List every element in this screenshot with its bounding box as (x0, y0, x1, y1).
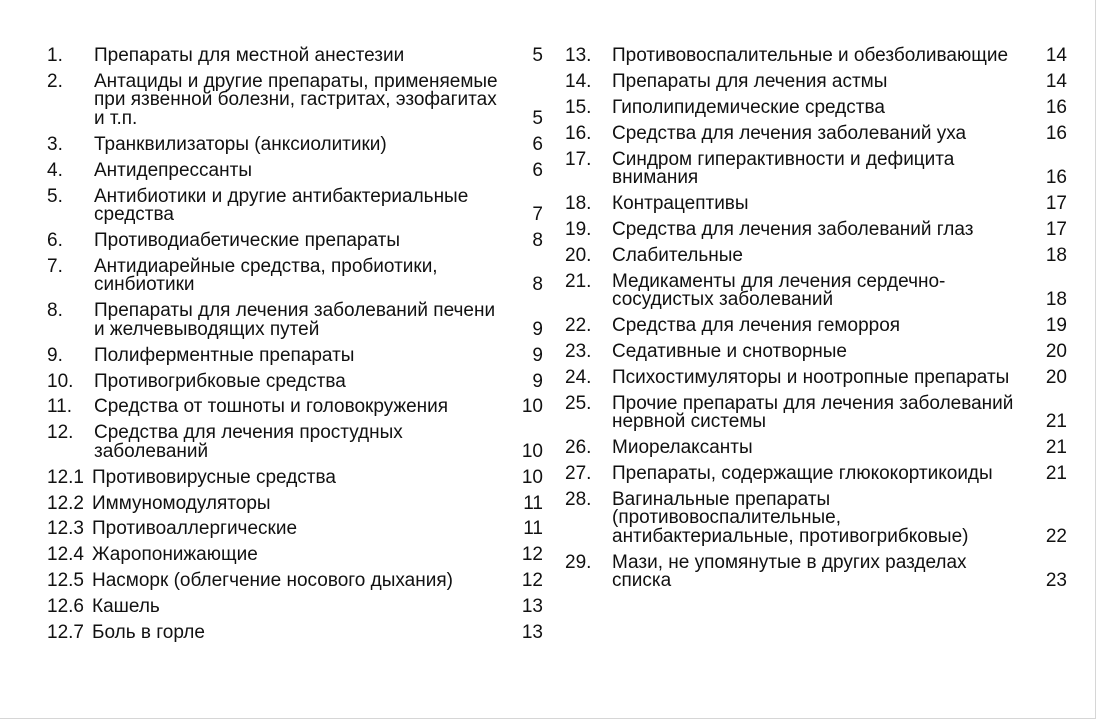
toc-right-column (565, 43, 1067, 594)
toc-entry-number: 25. (565, 392, 592, 414)
toc-entry-page: 20 (1045, 340, 1067, 362)
toc-entry[interactable] (47, 369, 543, 395)
toc-entry-title: Антидепрессанты (94, 159, 252, 181)
toc-entry-number: 3. (47, 133, 63, 155)
toc-entry-page: 16 (1045, 96, 1067, 118)
toc-entry-number: 12.6 (47, 596, 84, 618)
toc-entry-number: 2. (47, 70, 63, 92)
toc-entry-title: Антациды и другие препараты, применяемые при язвенной болезни, гастритах, эзофагитах и т.п. (94, 70, 498, 129)
toc-entry[interactable] (565, 487, 1067, 550)
toc-entry-title: Транквилизаторы (анксиолитики) (94, 133, 387, 155)
toc-entry-number: 11. (47, 396, 73, 418)
toc-entry-page: 23 (1045, 570, 1067, 592)
toc-entry-number: 12.5 (47, 570, 84, 592)
toc-entry-number: 9. (47, 344, 63, 366)
toc-entry-title: Препараты для лечения заболеваний печени и желчевыводящих путей (94, 300, 496, 340)
toc-entry-number: 12.1 (47, 466, 84, 488)
toc-entry-number: 26. (565, 437, 592, 459)
toc-entry-page: 5 (532, 107, 543, 129)
toc-entry-number: 22. (565, 315, 592, 337)
toc-entry[interactable] (47, 568, 543, 594)
toc-entry-page: 8 (532, 229, 543, 251)
toc-entry-page: 8 (532, 274, 543, 296)
toc-entry-page: 17 (1045, 192, 1067, 214)
toc-entry[interactable] (565, 365, 1067, 391)
toc-entry-page: 12 (521, 544, 543, 566)
toc-entry-page: 10 (521, 440, 543, 462)
toc-entry-page: 19 (1045, 315, 1067, 337)
toc-entry-page: 20 (1045, 366, 1067, 388)
toc-entry-number: 15. (565, 96, 592, 118)
toc-entry[interactable] (47, 228, 543, 254)
toc-entry-page: 11 (523, 492, 543, 514)
toc-entry[interactable] (565, 550, 1067, 594)
toc-entry-page: 5 (532, 45, 543, 66)
toc-entry-title: Вагинальные препараты (противовоспалительные, антибактериальные, противогрибковые) (612, 488, 969, 547)
toc-entry-page: 22 (1045, 525, 1067, 547)
toc-entry[interactable] (47, 158, 543, 184)
toc-entry-page: 18 (1045, 244, 1067, 266)
toc-entry-page: 21 (1045, 411, 1067, 433)
toc-entry-title: Полиферментные препараты (94, 344, 355, 366)
toc-entry-page: 14 (1045, 45, 1067, 66)
toc-entry-title: Противодиабетические препараты (94, 229, 400, 251)
toc-entry-title: Противовоспалительные и обезболивающие (612, 45, 1009, 66)
toc-entry-page: 21 (1045, 462, 1067, 484)
toc-entry-number: 5. (47, 185, 63, 207)
toc-entry[interactable] (565, 147, 1067, 191)
toc-entry-number: 17. (565, 148, 592, 170)
toc-entry-number: 16. (565, 122, 592, 144)
toc-entry[interactable] (47, 542, 543, 568)
toc-entry-title: Средства для лечения заболеваний глаз (612, 218, 974, 240)
toc-entry[interactable] (565, 461, 1067, 487)
toc-entry-title: Средства от тошноты и головокружения (94, 396, 449, 418)
toc-entry-title: Медикаменты для лечения сердечно-сосудистых заболеваний (612, 270, 946, 311)
toc-entry-title: Синдром гиперактивности и дефицита внимания (612, 148, 955, 189)
toc-entry-title: Препараты для лечения астмы (612, 70, 888, 92)
toc-entry-title: Мази, не упомянутые в других разделах списка (612, 551, 967, 592)
toc-entry-title: Противоаллергические (92, 518, 298, 540)
toc-entry[interactable] (565, 43, 1067, 69)
toc-entry[interactable] (47, 491, 543, 517)
toc-entry-title: Противовирусные средства (92, 466, 336, 488)
toc-entry-number: 4. (47, 159, 63, 181)
toc-entry-page: 12 (521, 570, 543, 592)
toc-entry[interactable] (565, 121, 1067, 147)
toc-entry[interactable] (47, 254, 543, 298)
toc-entry-title: Противогрибковые средства (94, 370, 346, 392)
toc-entry-page: 11 (523, 518, 543, 540)
toc-entry-page: 16 (1045, 122, 1067, 144)
toc-entry-number: 18. (565, 192, 592, 214)
toc-entry[interactable] (565, 191, 1067, 217)
toc-entry-title: Боль в горле (92, 622, 205, 644)
toc-entry-page: 6 (532, 159, 543, 181)
toc-entry[interactable] (47, 516, 543, 542)
toc-entry-page: 6 (532, 133, 543, 155)
toc-entry-title: Жаропонижающие (92, 544, 258, 566)
toc-entry-title: Кашель (92, 596, 160, 618)
toc-entry[interactable] (47, 394, 543, 420)
toc-entry[interactable] (47, 43, 543, 69)
toc-entry-number: 23. (565, 340, 592, 362)
toc-entry[interactable] (565, 435, 1067, 461)
toc-entry-page: 9 (532, 344, 543, 366)
toc-entry-title: Контрацептивы (612, 192, 749, 214)
toc-entry-title: Препараты для местной анестезии (94, 45, 405, 66)
toc-entry-number: 13. (565, 45, 592, 66)
toc-entry-title: Миорелаксанты (612, 437, 753, 459)
toc-entry-page: 17 (1045, 218, 1067, 240)
toc-left-column (47, 43, 543, 646)
toc-entry-title: Средства для лечения простудных заболеваний (94, 422, 403, 462)
toc-entry-number: 1. (47, 45, 63, 66)
toc-entry[interactable] (47, 69, 543, 132)
toc-entry-page: 9 (532, 370, 543, 392)
toc-entry-page: 7 (532, 204, 543, 226)
toc-entry-title: Седативные и снотворные (612, 340, 847, 362)
toc-entry[interactable] (565, 243, 1067, 269)
toc-entry-number: 20. (565, 244, 592, 266)
toc-entry-title: Антибиотики и другие антибактериальные средства (94, 185, 469, 226)
toc-entry-number: 12.3 (47, 518, 84, 540)
toc-entry-page: 13 (521, 622, 543, 644)
toc-entry[interactable] (565, 217, 1067, 243)
toc-entry[interactable] (47, 620, 543, 646)
toc-entry-number: 12.2 (47, 492, 84, 514)
toc-entry[interactable] (565, 269, 1067, 313)
toc-entry-title: Иммуномодуляторы (92, 492, 271, 514)
toc-entry-number: 19. (565, 218, 592, 240)
toc-entry[interactable] (47, 132, 543, 158)
toc-entry[interactable] (565, 69, 1067, 95)
toc-entry-title: Антидиарейные средства, пробиотики, синбиотики (94, 255, 438, 296)
toc-entry-number: 8. (47, 300, 63, 322)
toc-entry[interactable] (47, 184, 543, 228)
toc-entry-number: 6. (47, 229, 63, 251)
toc-entry-page: 9 (532, 318, 543, 340)
toc-entry[interactable] (47, 420, 543, 464)
toc-entry-number: 12.7 (47, 622, 84, 644)
toc-entry[interactable] (47, 594, 543, 620)
toc-entry[interactable] (47, 465, 543, 491)
toc-entry-page: 16 (1045, 167, 1067, 189)
toc-entry-title: Гиполипидемические средства (612, 96, 885, 118)
toc-entry-page: 10 (521, 466, 543, 488)
toc-entry[interactable] (47, 343, 543, 369)
toc-entry-number: 24. (565, 366, 592, 388)
toc-entry-page: 21 (1045, 437, 1067, 459)
toc-entry-number: 7. (47, 255, 63, 277)
toc-entry-page: 18 (1045, 289, 1067, 311)
toc-entry-title: Насморк (облегчение носового дыхания) (92, 570, 453, 592)
toc-entry[interactable] (565, 95, 1067, 121)
toc-entry-number: 27. (565, 462, 592, 484)
toc-entry-page: 10 (521, 396, 543, 418)
toc-entry-number: 21. (565, 270, 592, 292)
toc-entry-title: Средства для лечения геморроя (612, 315, 901, 337)
toc-entry-title: Препараты, содержащие глюкокортикоиды (612, 462, 993, 484)
toc-entry[interactable] (565, 313, 1067, 339)
toc-entry-number: 10. (47, 370, 74, 392)
toc-entry-number: 28. (565, 488, 592, 510)
toc-entry-page: 13 (521, 596, 543, 618)
toc-entry[interactable] (565, 391, 1067, 435)
toc-entry-number: 12.4 (47, 544, 84, 566)
toc-entry-page: 14 (1045, 70, 1067, 92)
toc-entry-number: 14. (565, 70, 592, 92)
toc-entry-title: Психостимуляторы и ноотропные препараты (612, 366, 1010, 388)
toc-entry[interactable] (47, 298, 543, 342)
toc-entry-number: 29. (565, 551, 592, 573)
toc-entry-number: 12. (47, 422, 74, 444)
toc-entry-title: Прочие препараты для лечения заболеваний нервной системы (612, 392, 1014, 433)
toc-entry-title: Средства для лечения заболеваний уха (612, 122, 967, 144)
toc-entry-title: Слабительные (612, 244, 743, 266)
toc-entry[interactable] (565, 339, 1067, 365)
